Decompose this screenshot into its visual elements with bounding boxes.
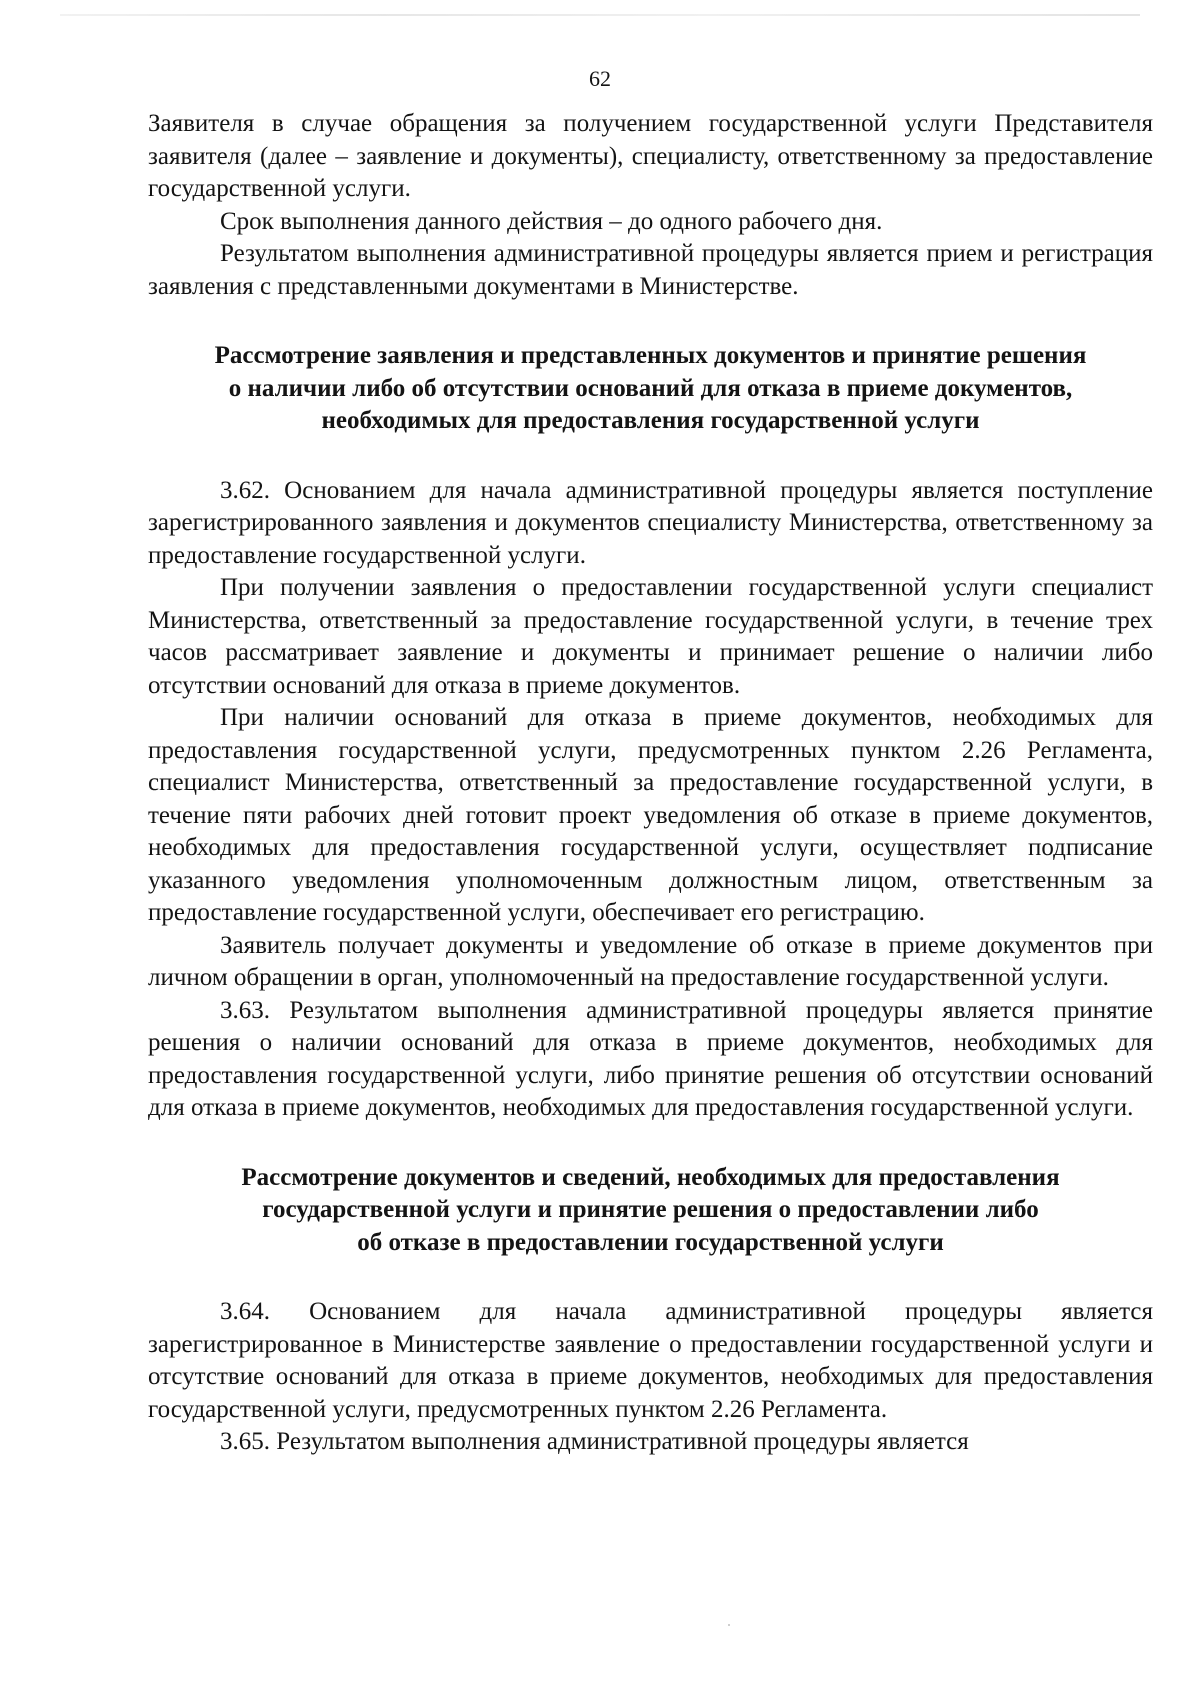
heading-line: необходимых для предоставления государственной услуги [321,407,980,434]
section-heading-review-documents [148,1162,1153,1260]
paragraph-3-62: 3.62. Основанием для начала административной процедуры является поступление зарегистрированного заявления и документов специалисту Министерства, ответственному за предоставление государственной услуги. [148,476,1153,569]
paragraph-review-timing: При получении заявления о предоставлении государственной услуги специалист Министерства, ответственный за предоставление государственной услуги, в течение трех часов рассматривает заявление и документы и принимает решение о наличии либо отсутствии оснований для отказа в приеме документов. [148,574,1153,699]
heading-line: Рассмотрение документов и сведений, необходимых для предоставления [241,1163,1060,1191]
paragraph-result: Результатом выполнения административной процедуры является прием и регистрация заявления с представленными документами в Министерстве. [148,240,1153,300]
section-heading-review-application [148,340,1153,438]
paragraph-3-64: 3.64. Основанием для начала административной процедуры является зарегистрированное в Министерстве заявление о предоставлении государственной услуги и отсутствие оснований для отказа в приеме документов, необходимых для предоставления государственной услуги, предусмотренных пунктом 2.26 Регламента. [148,1298,1153,1423]
paragraph-continuation: Заявителя в случае обращения за получением государственной услуги Представителя заявителя (далее – заявление и документы), специалисту, ответственному за предоставление государственной услуги. [148,110,1153,202]
heading-line: государственной услуги и принятие решения о предоставлении либо [262,1196,1039,1223]
document-body [148,108,1153,1459]
heading-line: об отказе в предоставлении государственной услуги [357,1228,944,1256]
heading-line: Рассмотрение заявления и представленных документов и принятие решения [214,342,1087,369]
heading-line: о наличии либо об отсутствии оснований для отказа в приеме документов, [228,374,1073,402]
scan-artifact-line [60,14,1140,16]
page-number: 62 [589,66,611,91]
paragraph-3-63: 3.63. Результатом выполнения административной процедуры является принятие решения о наличии оснований для отказа в приеме документов, необходимых для предоставления государственной услуги, либо принятие решения об отсутствии оснований для отказа в приеме документов, необходимых для предоставления государственной услуги. [148,996,1153,1121]
paragraph-deadline: Срок выполнения данного действия – до одного рабочего дня. [220,207,883,235]
paragraph-3-65: 3.65. Результатом выполнения административной процедуры является [220,1428,969,1455]
paragraph-refusal-grounds: При наличии оснований для отказа в приеме документов, необходимых для предоставления государственной услуги, предусмотренных пунктом 2.26 Регламента, специалист Министерства, ответственный за предоставление государственной услуги, в течение пяти рабочих дней готовит проект уведомления об отказе в приеме документов, необходимых для предоставления государственной услуги, осуществляет подписание указанного уведомления уполномоченным должностным лицом, ответственным за предоставление государственной услуги, обеспечивает его регистрацию. [148,704,1153,926]
paragraph-applicant-receives: Заявитель получает документы и уведомление об отказе в приеме документов при личном обращении в орган, уполномоченный на предоставление государственной услуги. [148,931,1153,991]
scan-artifact-dot [728,1624,730,1626]
